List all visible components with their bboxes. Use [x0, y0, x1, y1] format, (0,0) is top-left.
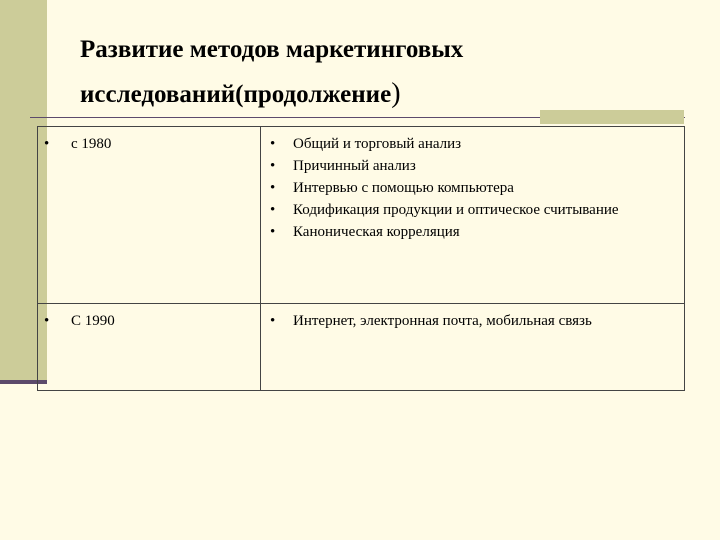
methods-cell	[261, 127, 685, 304]
slide-title	[80, 28, 640, 117]
period-label: • С 1990	[38, 310, 260, 332]
methods-cell	[261, 304, 685, 391]
list-item: • Кодификация продукции и оптическое считывание	[261, 199, 684, 221]
list-item: • Причинный анализ	[261, 155, 684, 177]
title-line-2-text: исследований(продолжение	[80, 81, 392, 108]
divider-accent-block	[540, 110, 684, 124]
period-cell	[38, 127, 261, 304]
period-cell	[38, 304, 261, 391]
period-label: • с 1980	[38, 133, 260, 155]
methods-table	[37, 126, 685, 391]
list-item: • Интернет, электронная почта, мобильная связь	[261, 310, 684, 332]
list-item: • Каноническая корреляция	[261, 221, 684, 243]
title-line-1: Развитие методов маркетинговых	[80, 36, 464, 63]
table-row	[38, 304, 685, 391]
table-row	[38, 127, 685, 304]
list-item: • Интервью с помощью компьютера	[261, 177, 684, 199]
list-item: • Общий и торговый анализ	[261, 133, 684, 155]
title-paren: )	[391, 78, 401, 109]
